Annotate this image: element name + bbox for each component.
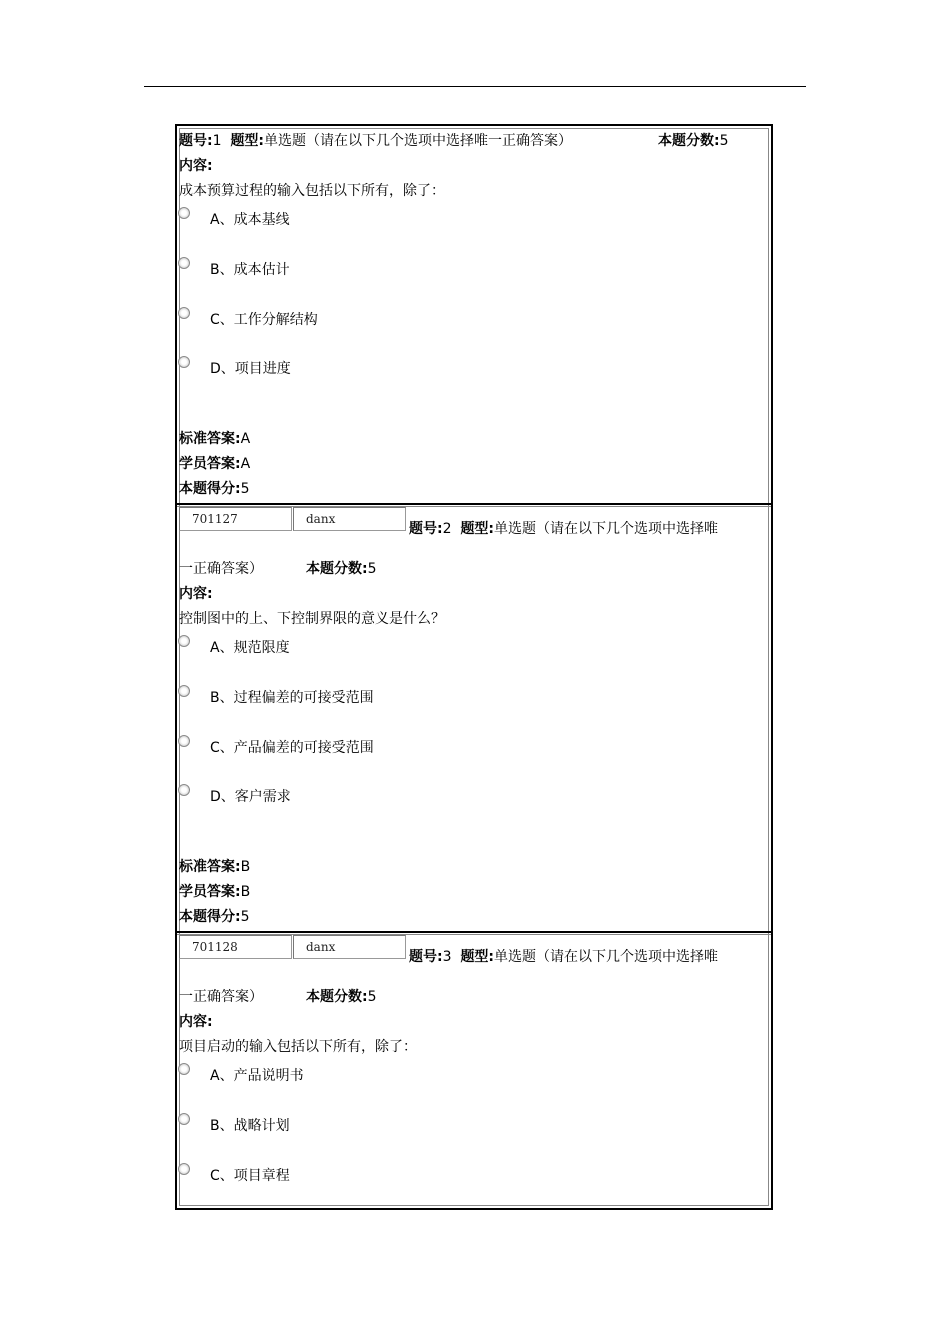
question-content: 项目启动的输入包括以下所有，除了： (179, 1039, 417, 1055)
question-type-code-field[interactable]: danx (293, 935, 406, 959)
standard-answer: 标准答案:A (179, 431, 251, 447)
option-label: A、规范限度 (210, 640, 290, 656)
question-number: 2 (442, 521, 452, 537)
question-header-continued: 一正确答案） (179, 561, 263, 577)
radio-button[interactable] (178, 307, 190, 319)
option-label: D、客户需求 (210, 789, 291, 805)
option-label: A、成本基线 (210, 212, 290, 228)
radio-button[interactable] (178, 1113, 190, 1125)
question-score: 本题分数:5 (306, 561, 377, 577)
question-header: 题号:3 题型:单选题（请在以下几个选项中选择唯 (409, 949, 719, 965)
option-label: B、战略计划 (210, 1118, 290, 1134)
question-id-field[interactable]: 701128 (179, 935, 292, 959)
content-label: 内容: (179, 1014, 213, 1030)
option-label: C、工作分解结构 (210, 312, 318, 328)
content-label: 内容: (179, 158, 213, 174)
question-type: 单选题（请在以下几个选项中选择唯 (494, 521, 719, 537)
question-header: 题号:2 题型:单选题（请在以下几个选项中选择唯 (409, 521, 719, 537)
radio-button[interactable] (178, 784, 190, 796)
option-label: B、成本估计 (210, 262, 290, 278)
radio-button[interactable] (178, 735, 190, 747)
question-score: 本题分数:5 (658, 133, 729, 149)
question-content: 控制图中的上、下控制界限的意义是什么？ (179, 611, 445, 627)
radio-button[interactable] (178, 1163, 190, 1175)
question-type: 单选题（请在以下几个选项中选择唯 (494, 949, 719, 965)
question-header: 题号:1 题型:单选题（请在以下几个选项中选择唯一正确答案） (179, 133, 573, 149)
student-answer: 学员答案:B (179, 884, 251, 900)
earned-score: 本题得分:5 (179, 909, 250, 925)
option-label: D、项目进度 (210, 361, 291, 377)
question-content: 成本预算过程的输入包括以下所有，除了： (179, 183, 445, 199)
question-number: 3 (442, 949, 452, 965)
option-label: A、产品说明书 (210, 1068, 304, 1084)
option-label: C、产品偏差的可接受范围 (210, 740, 374, 756)
content-label: 内容: (179, 586, 213, 602)
student-answer: 学员答案:A (179, 456, 251, 472)
question-id-field[interactable]: 701127 (179, 507, 292, 531)
question-type-code-field[interactable]: danx (293, 507, 406, 531)
top-rule (144, 86, 806, 87)
question-divider (177, 503, 771, 505)
option-label: B、过程偏差的可接受范围 (210, 690, 374, 706)
question-divider (177, 931, 771, 933)
question-type: 单选题（请在以下几个选项中选择唯一正确答案） (264, 133, 573, 149)
option-label: C、项目章程 (210, 1168, 290, 1184)
question-header-continued: 一正确答案） (179, 989, 263, 1005)
radio-button[interactable] (178, 257, 190, 269)
standard-answer: 标准答案:B (179, 859, 251, 875)
earned-score: 本题得分:5 (179, 481, 250, 497)
question-score: 本题分数:5 (306, 989, 377, 1005)
radio-button[interactable] (178, 685, 190, 697)
question-number: 1 (212, 133, 222, 149)
radio-button[interactable] (178, 207, 190, 219)
radio-button[interactable] (178, 1063, 190, 1075)
radio-button[interactable] (178, 356, 190, 368)
radio-button[interactable] (178, 635, 190, 647)
